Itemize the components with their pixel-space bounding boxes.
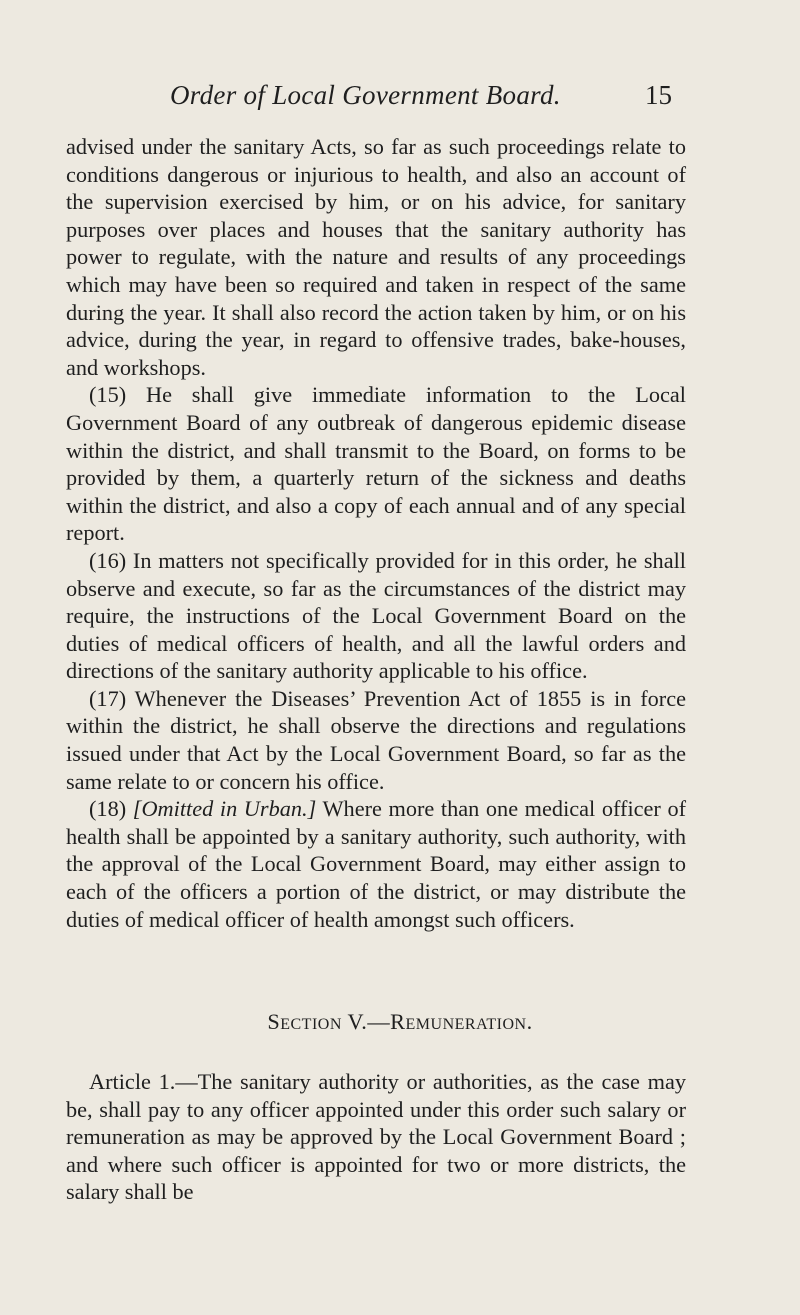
section-heading: Section V.—Remuneration. <box>267 1009 533 1034</box>
page-number: 15 <box>645 80 672 110</box>
article-1: Article 1.—The sanitary authority or authorities, as the case may be, shall pay to any officer appointed under this order such salary or remuneration as may be approved by the Local Government Board ; and where such officer is appointed for two or more districts, the salary shall be <box>66 1069 686 1205</box>
paragraph-18 <box>66 795 686 933</box>
paragraph-16: (16) In matters not specifically provided for in this order, he shall observe and execute, so far as the circumstances of the district may require, the instructions of the Local Government Board on the duties of medical officers of health, and all the lawful orders and directions of the sanitary authority applicable to his office. <box>66 547 686 684</box>
paragraph-18-text: Where more than one medical officer of health shall be appointed by a sanitary authority, such authority, with the approval of the Local Government Board, may either assign to each of the officers a portion of the district, or may distribute the duties of medical officer of health amongst such officers. <box>66 796 687 932</box>
paragraph-18-number: (18) <box>89 796 127 822</box>
omitted-note: [Omitted in Urban.] <box>132 796 317 822</box>
main-text <box>66 133 686 933</box>
paragraph-15: (15) He shall give immediate information to the Local Government Board of any outbreak of dangerous epidemic disease within the district, and shall transmit to the Board, on forms to be provided by them, a quarterly return of the sickness and deaths within the district, and also a copy of each annual and of any special report. <box>66 382 686 546</box>
continued-paragraph: advised under the sanitary Acts, so far as such proceedings relate to conditions dangerous or injurious to health, and also an account of the supervision exercised by him, or on his advice, for sanitary purposes over places and houses that the sanitary authority has power to regulate, with the nature and results of any proceedings which may have been so required and taken in respect of the same during the year. It shall also record the action taken by him, or on his advice, during the year, in regard to offensive trades, bake-houses, and workshops. <box>66 134 686 380</box>
running-title: Order of Local Government Board. <box>170 80 561 110</box>
paragraph-17: (17) Whenever the Diseases’ Prevention Act of 1855 is in force within the district, he shall observe the directions and regulations issued under that Act by the Local Government Board, so far as the same relate to or concern his office. <box>66 685 686 794</box>
